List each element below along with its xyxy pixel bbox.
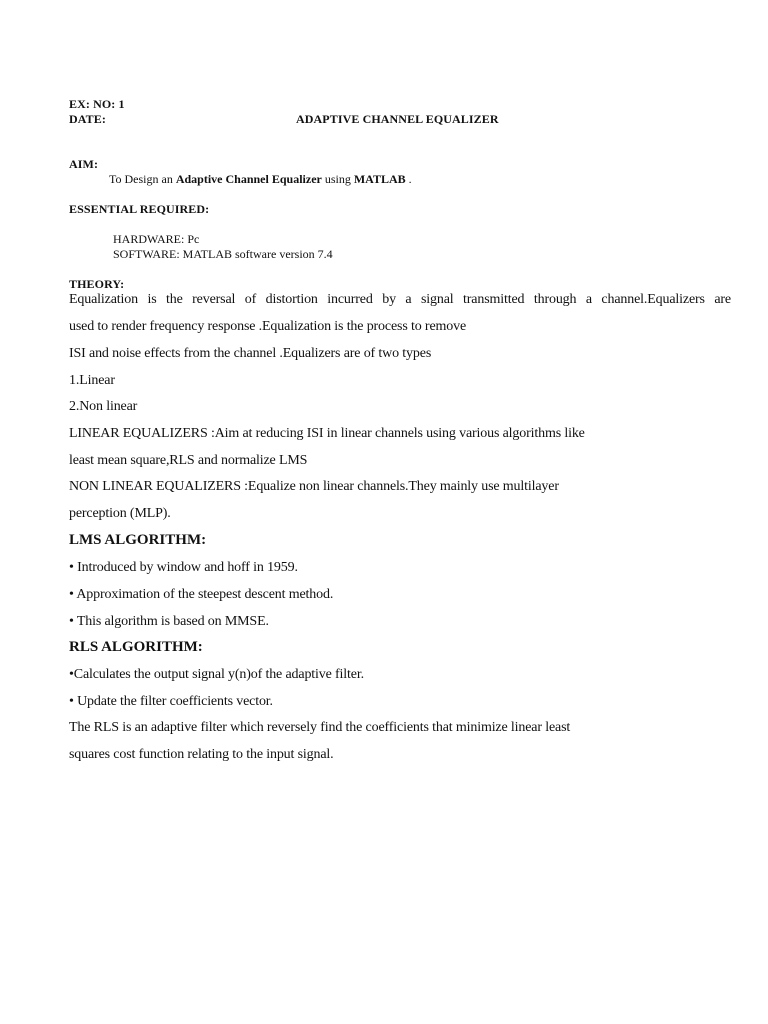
aim-suffix: . bbox=[405, 172, 412, 186]
lms-item: • Approximation of the steepest descent method. bbox=[69, 587, 334, 602]
aim-text bbox=[109, 172, 412, 187]
rls-line: The RLS is an adaptive filter which reversely find the coefficients that minimize linear least bbox=[69, 720, 571, 735]
theory-line: ISI and noise effects from the channel .Equalizers are of two types bbox=[69, 346, 432, 361]
rls-item: •Calculates the output signal y(n)of the adaptive filter. bbox=[69, 667, 364, 682]
software-line: SOFTWARE: MATLAB software version 7.4 bbox=[113, 247, 333, 261]
theory-line: perception (MLP). bbox=[69, 506, 171, 521]
theory-line: 1.Linear bbox=[69, 373, 115, 388]
aim-heading: AIM: bbox=[69, 157, 99, 171]
essential-heading: ESSENTIAL REQUIRED: bbox=[69, 202, 210, 216]
aim-bold-matlab: MATLAB bbox=[353, 172, 406, 186]
hardware-line: HARDWARE: Pc bbox=[113, 232, 200, 246]
theory-line: NON LINEAR EQUALIZERS :Equalize non linear channels.They mainly use multilayer bbox=[69, 479, 559, 494]
rls-line: squares cost function relating to the input signal. bbox=[69, 747, 334, 762]
exercise-number: EX: NO: 1 bbox=[69, 97, 125, 111]
document-title: ADAPTIVE CHANNEL EQUALIZER bbox=[296, 112, 499, 126]
lms-item: • This algorithm is based on MMSE. bbox=[69, 614, 269, 629]
theory-line: least mean square,RLS and normalize LMS bbox=[69, 453, 308, 468]
lms-heading: LMS ALGORITHM: bbox=[69, 532, 207, 548]
aim-bold-equalizer: Adaptive Channel Equalizer bbox=[175, 172, 322, 186]
theory-line: Equalization is the reversal of distortion incurred by a signal transmitted through a channel.Equalizers are bbox=[69, 292, 731, 307]
date-label: DATE: bbox=[69, 112, 106, 126]
rls-heading: RLS ALGORITHM: bbox=[69, 639, 203, 655]
theory-line: 2.Non linear bbox=[69, 399, 138, 414]
rls-item: • Update the filter coefficients vector. bbox=[69, 694, 273, 709]
theory-line: LINEAR EQUALIZERS :Aim at reducing ISI in linear channels using various algorithms like bbox=[69, 426, 585, 441]
aim-prefix: To Design an bbox=[109, 172, 176, 186]
theory-line: used to render frequency response .Equalization is the process to remove bbox=[69, 319, 467, 334]
aim-middle: using bbox=[321, 172, 354, 186]
lms-item: • Introduced by window and hoff in 1959. bbox=[69, 560, 298, 575]
theory-heading: THEORY: bbox=[69, 277, 125, 291]
